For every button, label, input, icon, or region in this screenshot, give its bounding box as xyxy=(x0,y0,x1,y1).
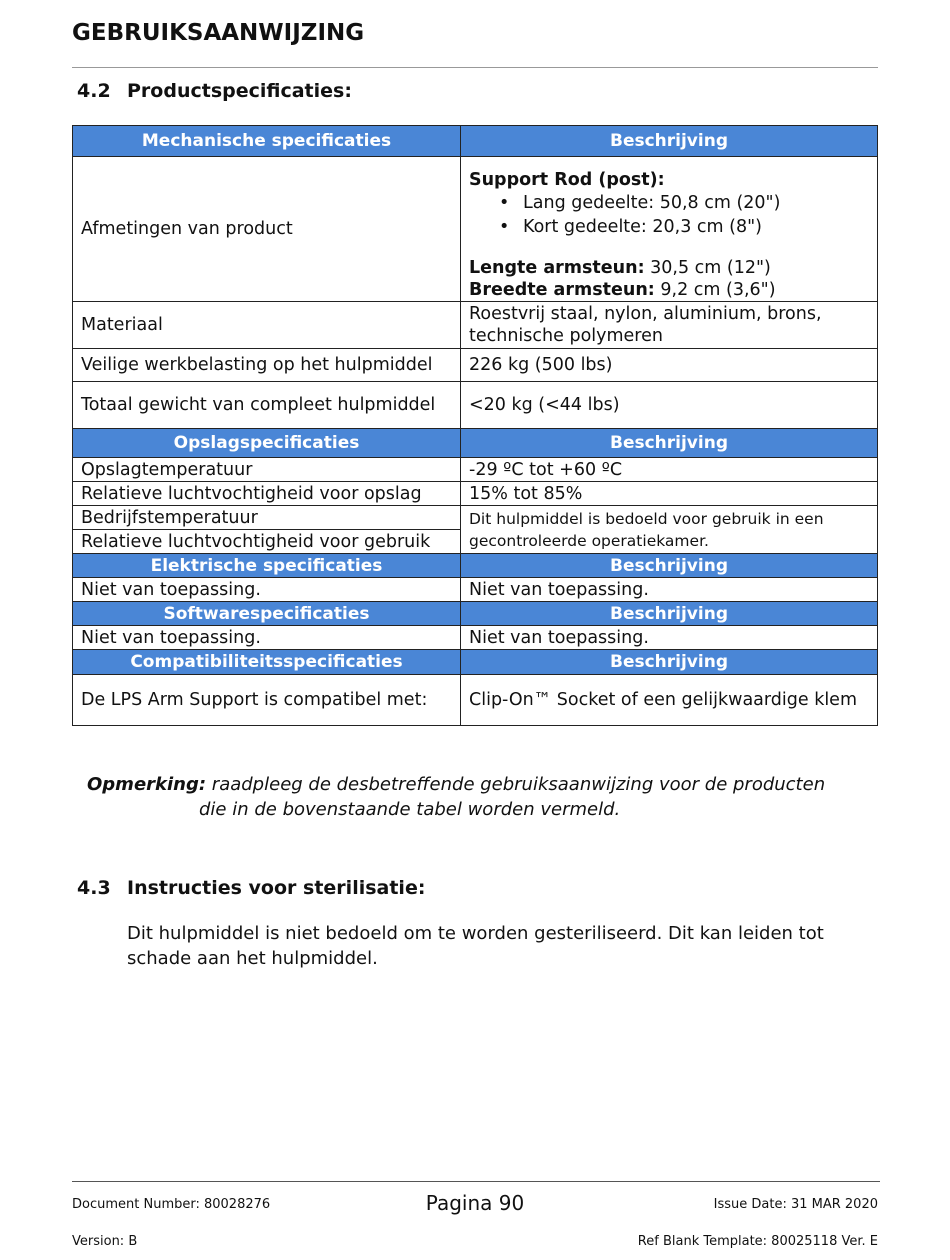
row-label: Bedrijfstemperatuur xyxy=(73,506,461,530)
table-header-row xyxy=(73,429,878,458)
table-header-row xyxy=(73,126,878,157)
header-cell: Beschrijving xyxy=(461,554,878,578)
row-label: Opslagtemperatuur xyxy=(73,458,461,482)
row-label: Relatieve luchtvochtigheid voor opslag xyxy=(73,482,461,506)
table-row xyxy=(73,506,878,530)
list-item: • Lang gedeelte: 50,8 cm (20") xyxy=(523,191,869,215)
row-label: Materiaal xyxy=(73,302,461,349)
row-value: Niet van toepassing. xyxy=(461,626,878,650)
row-value: Niet van toepassing. xyxy=(461,578,878,602)
row-value: 226 kg (500 lbs) xyxy=(461,349,878,382)
header-cell: Beschrijving xyxy=(461,429,878,458)
header-cell: Beschrijving xyxy=(461,650,878,675)
row-value: -29 ºC tot +60 ºC xyxy=(461,458,878,482)
header-cell: Beschrijving xyxy=(461,602,878,626)
table-header-row xyxy=(73,554,878,578)
row-label: Relatieve luchtvochtigheid voor gebruik xyxy=(73,530,461,554)
header-cell: Mechanische specificaties xyxy=(73,126,461,157)
table-header-row xyxy=(73,602,878,626)
dimensions-cell xyxy=(461,157,878,302)
note-text-line2: die in de bovenstaande tabel worden vermeld. xyxy=(199,799,621,820)
row-label: Veilige werkbelasting op het hulpmiddel xyxy=(73,349,461,382)
section-number: 4.2 xyxy=(77,80,111,102)
header-cell: Softwarespecificaties xyxy=(73,602,461,626)
row-value: 15% tot 85% xyxy=(461,482,878,506)
table-header-row xyxy=(73,650,878,675)
header-divider xyxy=(72,67,878,68)
rod-title: Support Rod (post): xyxy=(469,170,665,190)
note-label: Opmerking: xyxy=(87,774,207,795)
arm-width-label: Breedte armsteun: xyxy=(469,280,655,300)
table-row xyxy=(73,157,878,302)
table-row xyxy=(73,578,878,602)
header-cell: Opslagspecificaties xyxy=(73,429,461,458)
sterilization-paragraph: Dit hulpmiddel is niet bedoeld om te worden gesteriliseerd. Dit kan leiden tot schade aan het hulpmiddel. xyxy=(127,923,824,969)
row-label: De LPS Arm Support is compatibel met: xyxy=(73,675,461,726)
section-title: Productspecificaties: xyxy=(127,80,352,102)
arm-length-value: 30,5 cm (12") xyxy=(644,258,771,278)
arm-width-value: 9,2 cm (3,6") xyxy=(654,280,776,300)
page-number: Pagina 90 xyxy=(425,1191,525,1215)
table-row xyxy=(73,349,878,382)
note-text-line1: raadpleeg de desbetreffende gebruiksaanwijzing voor de producten xyxy=(206,774,826,795)
note xyxy=(87,772,867,822)
arm-length xyxy=(469,257,869,279)
template-reference: Ref Blank Template: 80025118 Ver. E xyxy=(637,1234,878,1249)
section-heading-4-3 xyxy=(77,877,425,899)
header-cell: Compatibiliteitsspecificaties xyxy=(73,650,461,675)
row-label: Afmetingen van product xyxy=(73,157,461,302)
version: Version: B xyxy=(72,1234,138,1249)
row-label: Niet van toepassing. xyxy=(73,578,461,602)
table-row xyxy=(73,626,878,650)
document-title: GEBRUIKSAANWIJZING xyxy=(72,20,365,46)
arm-width xyxy=(469,279,869,301)
footer-divider xyxy=(72,1181,880,1182)
section-title: Instructies voor sterilisatie: xyxy=(127,877,426,899)
arm-length-label: Lengte armsteun: xyxy=(469,258,645,278)
row-value: Roestvrij staal, nylon, aluminium, brons, technische polymeren xyxy=(461,302,878,349)
table-row xyxy=(73,458,878,482)
row-value: <20 kg (<44 lbs) xyxy=(461,382,878,429)
header-cell: Elektrische specificaties xyxy=(73,554,461,578)
table-row xyxy=(73,302,878,349)
table-row xyxy=(73,382,878,429)
document-number: Document Number: 80028276 xyxy=(72,1197,271,1212)
row-label: Niet van toepassing. xyxy=(73,626,461,650)
list-item: • Kort gedeelte: 20,3 cm (8") xyxy=(523,215,869,239)
row-label: Totaal gewicht van compleet hulpmiddel xyxy=(73,382,461,429)
row-value: Clip-On™ Socket of een gelijkwaardige klem xyxy=(461,675,878,726)
table-row xyxy=(73,675,878,726)
header-cell: Beschrijving xyxy=(461,126,878,157)
row-value: Dit hulpmiddel is bedoeld voor gebruik in een gecontroleerde operatiekamer. xyxy=(461,506,878,554)
rod-list xyxy=(469,191,869,239)
table-row xyxy=(73,482,878,506)
section-heading-4-2 xyxy=(77,80,352,102)
section-number: 4.3 xyxy=(77,877,111,899)
issue-date: Issue Date: 31 MAR 2020 xyxy=(713,1197,878,1212)
spec-table xyxy=(72,125,878,726)
